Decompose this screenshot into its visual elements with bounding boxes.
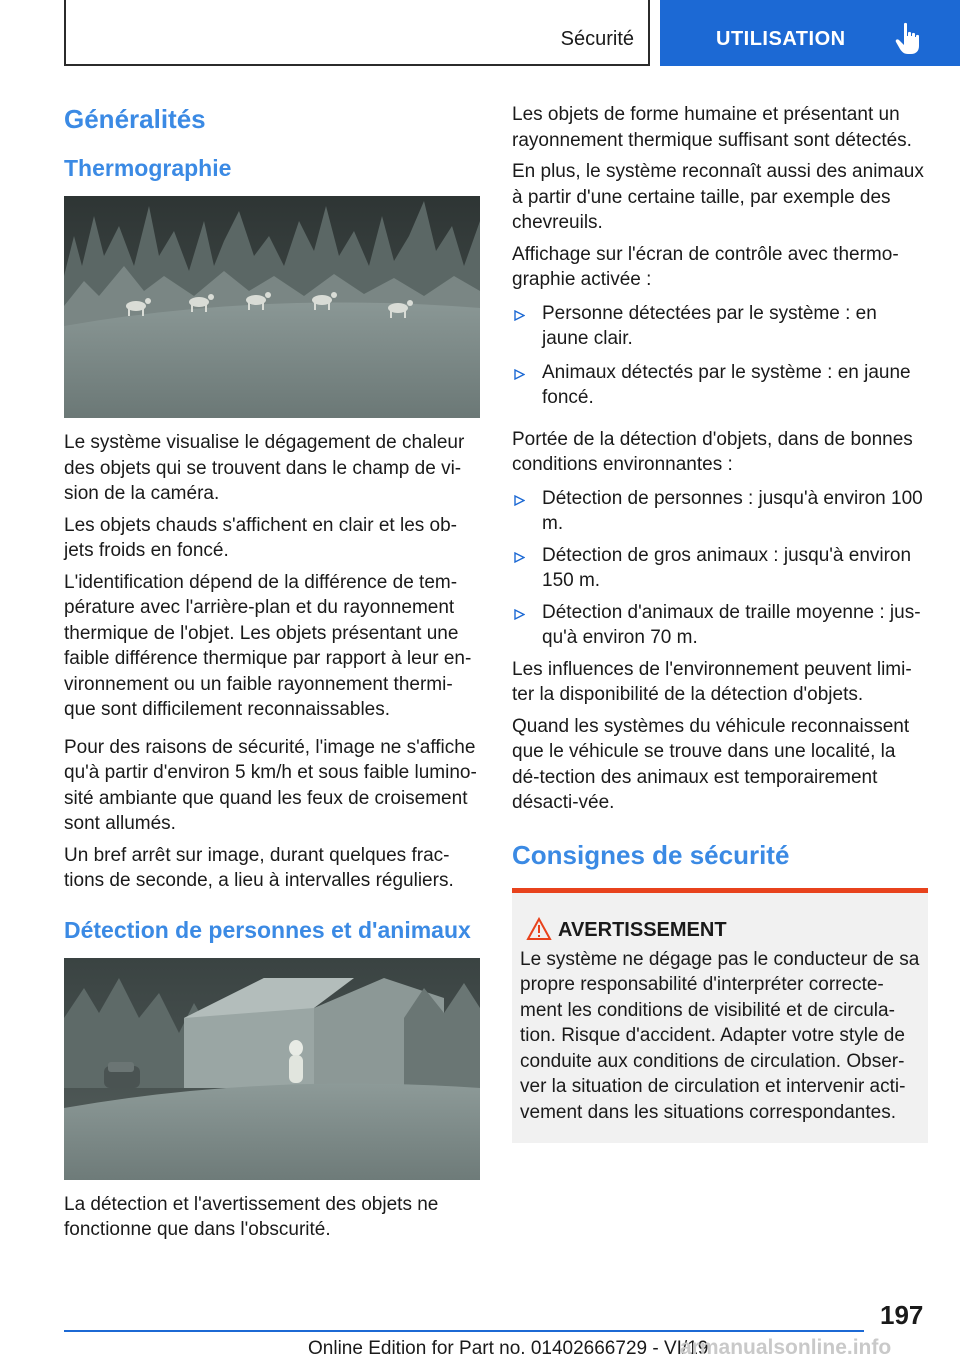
list-item: Détection d'animaux de traille moyenne : jus-qu'à environ 70 m. <box>512 600 928 651</box>
paragraph: Quand les systèmes du véhicule reconnaissent que le véhicule se trouve dans une localité, la dé-tection des animaux est temporairement désacti-vée. <box>512 715 910 813</box>
list-detection-range <box>512 486 928 651</box>
triangle-bullet-icon <box>514 552 525 563</box>
watermark-text: armanualsonline.info <box>680 1336 892 1359</box>
footer-divider <box>64 1330 864 1332</box>
right-column <box>512 102 928 1143</box>
header-chapter-tab[interactable] <box>660 0 960 66</box>
header-section-title: Sécurité <box>560 28 634 50</box>
paragraph: Le système visualise le dégagement de chaleur des objets qui se trouvent dans le champ de vi-sion de la caméra. <box>64 432 465 504</box>
paragraph: Les objets de forme humaine et présentant un rayonnement thermique suffisant sont détectés. <box>512 104 912 151</box>
thermal-image-person <box>64 958 480 1180</box>
list-item: Détection de gros animaux : jusqu'à environ 150 m. <box>512 543 928 594</box>
paragraph: En plus, le système reconnaît aussi des animaux à partir d'une certaine taille, par exemple des chevreuils. <box>512 161 924 233</box>
warning-box <box>512 888 928 1144</box>
triangle-bullet-icon <box>514 495 525 506</box>
header-chapter-title: UTILISATION <box>716 28 846 50</box>
paragraph: Les objets chauds s'affichent en clair et les ob-jets froids en foncé. <box>64 514 458 561</box>
warning-title: AVERTISSEMENT <box>520 917 920 943</box>
header-section-box <box>64 0 650 66</box>
paragraph: Les influences de l'environnement peuvent limi-ter la disponibilité de la détection d'objets. <box>512 658 912 705</box>
triangle-bullet-icon <box>514 369 525 380</box>
list-display-colors <box>512 301 928 411</box>
triangle-bullet-icon <box>514 310 525 321</box>
paragraph: Portée de la détection d'objets, dans de bonnes conditions environnantes : <box>512 428 913 475</box>
pointing-hand-icon <box>894 22 922 56</box>
heading-thermographie: Thermographie <box>64 155 232 181</box>
heading-detection: Détection de personnes et d'animaux <box>64 916 471 943</box>
left-column <box>64 102 480 1243</box>
heading-generalites: Généralités <box>64 104 206 134</box>
triangle-bullet-icon <box>514 609 525 620</box>
list-item: Détection de personnes : jusqu'à environ 100 m. <box>512 486 928 537</box>
paragraph: Pour des raisons de sécurité, l'image ne s'affiche qu'à partir d'environ 5 km/h et sous faible lumino-sité ambiante que quand les feux de croisement sont allumés. <box>64 736 477 834</box>
heading-consignes-securite: Consignes de sécurité <box>512 839 790 870</box>
paragraph: Affichage sur l'écran de contrôle avec thermo-graphie activée : <box>512 243 899 290</box>
paragraph: La détection et l'avertissement des objets ne fonctionne que dans l'obscurité. <box>64 1193 439 1240</box>
paragraph: Un bref arrêt sur image, durant quelques frac-tions de seconde, a lieu à intervalles réguliers. <box>64 844 454 891</box>
thermal-image-animals <box>64 196 480 418</box>
page-number: 197 <box>880 1300 924 1330</box>
warning-text: Le système ne dégage pas le conducteur de sa propre responsabilité d'interpréter correcte-ment les conditions de visibilité et de circula-tion. Risque d'accident. Adapter votre style de conduite aux conditions de circulation. Obser-ver la situation de circulation et intervenir acti-vement dans les situations correspondantes. <box>520 948 920 1123</box>
list-item: Personne détectées par le système : en jaune clair. <box>512 301 928 352</box>
footer-edition: Online Edition for Part no. 01402666729 - VI/19 <box>308 1338 709 1359</box>
warning-triangle-icon <box>526 917 552 941</box>
paragraph: L'identification dépend de la différence de tem-pérature avec l'arrière-plan et du rayonnement thermique de l'objet. Les objets présentant une faible différence thermique par rapport à leur en-vironnement ou un faible rayonnement thermi-que sont difficilement reconnaissables. <box>64 571 472 720</box>
list-item: Animaux détectés par le système : en jaune foncé. <box>512 360 928 411</box>
